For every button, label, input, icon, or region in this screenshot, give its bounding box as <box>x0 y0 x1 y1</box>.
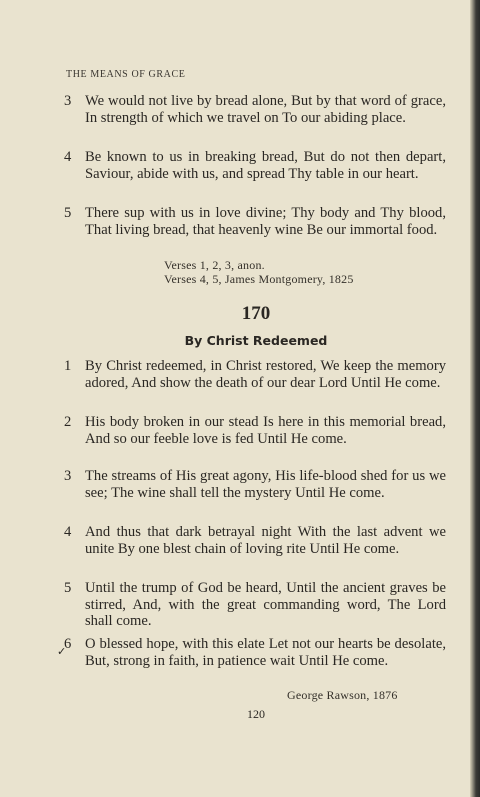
verse-text: His body broken in our stead Is here in this memorial bread, And so our feeble love is fed Until He come. <box>85 414 446 447</box>
verse-number: 6 <box>64 636 72 652</box>
verse-text: O blessed hope, with this elate Let not our hearts be desolate, But, strong in faith, in patience wait Until He come. <box>85 636 446 669</box>
verse-text: Until the trump of God be heard, Until the ancient graves be stirred, And, with the great commanding word, The Lord shall come. <box>85 580 446 629</box>
verse-credit: Verses 1, 2, 3, anon. <box>164 258 265 272</box>
verse-number: 5 <box>64 205 72 221</box>
running-head: THE MEANS OF GRACE <box>66 69 186 80</box>
verse-number: 2 <box>64 414 72 430</box>
verse-text: We would not live by bread alone, But by that word of grace, In strength of which we travel on To our abiding place. <box>85 93 446 126</box>
verse-number: 3 <box>64 468 72 484</box>
pencil-check-mark-icon: ✓ <box>57 645 67 658</box>
verse-block <box>64 636 446 669</box>
verse-block <box>64 149 446 182</box>
verse-block <box>64 524 446 557</box>
verse-block <box>64 580 446 630</box>
verse-number: 5 <box>64 580 72 596</box>
verse-number: 3 <box>64 93 72 109</box>
verse-block <box>64 205 446 238</box>
verse-block <box>64 358 446 391</box>
verse-credit: Verses 4, 5, James Montgomery, 1825 <box>164 272 354 286</box>
hymn-number: 170 <box>241 303 271 324</box>
verse-text: There sup with us in love divine; Thy body and Thy blood, That living bread, that heavenly wine Be our immortal food. <box>85 205 446 238</box>
page-edge-shadow <box>470 0 480 797</box>
verse-text: Be known to us in breaking bread, But do not then depart, Saviour, abide with us, and spread Thy table in our heart. <box>85 149 446 182</box>
verse-text: By Christ redeemed, in Christ restored, We keep the memory adored, And show the death of our dear Lord Until He come. <box>85 358 446 391</box>
verse-text: The streams of His great agony, His life-blood shed for us we see; The wine shall tell the mystery Until He come. <box>85 468 446 501</box>
verse-block <box>64 93 446 126</box>
verse-number: 4 <box>64 524 72 540</box>
verse-block <box>64 468 446 501</box>
verse-block <box>64 414 446 447</box>
verse-number: 1 <box>64 358 72 374</box>
hymn-title: By Christ Redeemed <box>184 333 328 348</box>
page-number: 120 <box>247 707 265 721</box>
hymn-author: George Rawson, 1876 <box>287 688 398 702</box>
verse-text: And thus that dark betrayal night With the last advent we unite By one blest chain of loving rite Until He come. <box>85 524 446 557</box>
verse-number: 4 <box>64 149 72 165</box>
